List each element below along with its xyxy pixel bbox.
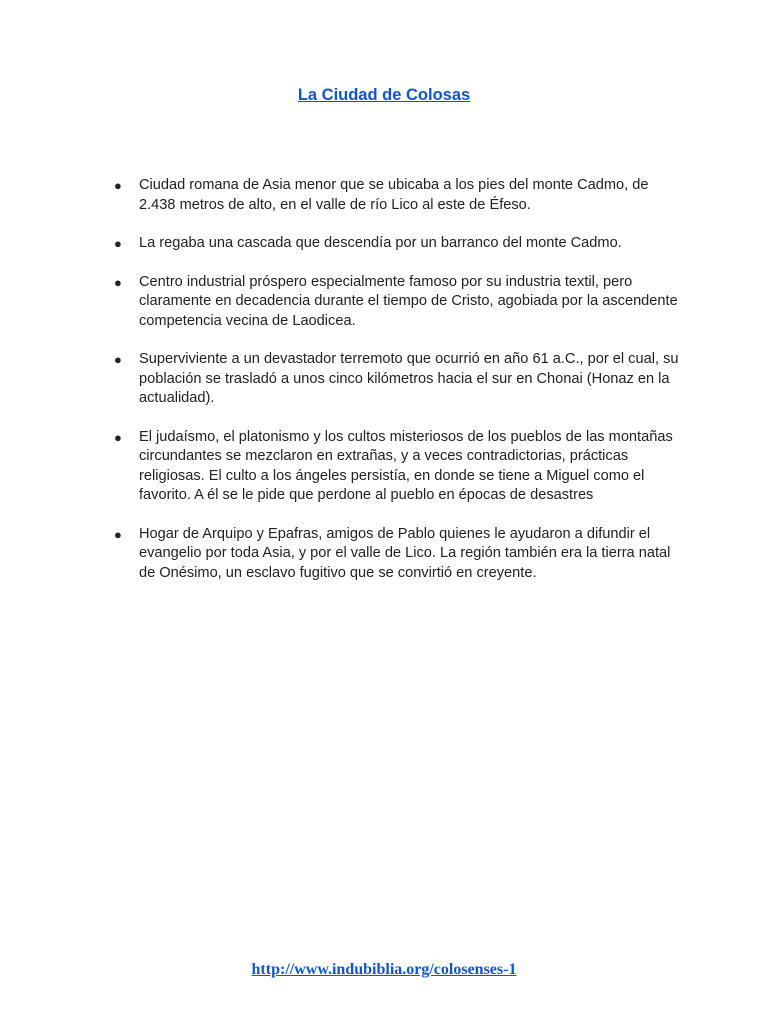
list-item bbox=[0, 273, 679, 332]
list-item bbox=[0, 234, 679, 254]
list-item bbox=[0, 176, 679, 215]
list-item-text: El judaísmo, el platonismo y los cultos misteriosos de los pueblos de las montañas circundantes se mezclaron en extrañas, y a veces contradictorias, prácticas religiosas. El culto a los ángeles persistía, en donde se tiene a Miguel como el favorito. A él se le pide que perdone al pueblo en épocas de desastres bbox=[139, 428, 673, 503]
bullet-icon: ● bbox=[114, 236, 122, 251]
list-item-text: Ciudad romana de Asia menor que se ubicaba a los pies del monte Cadmo, de 2.438 metros de alto, en el valle de río Lico al este de Éfeso. bbox=[139, 177, 649, 213]
list-item-text: Hogar de Arquipo y Epafras, amigos de Pablo quienes le ayudaron a difundir el evangelio por toda Asia, y por el valle de Lico. La región también era la tierra natal de Onésimo, un esclavo fugitivo que se convirtió en creyente. bbox=[139, 525, 671, 581]
bullet-icon: ● bbox=[114, 526, 122, 542]
bullet-icon: ● bbox=[114, 178, 122, 193]
list-item bbox=[0, 350, 679, 409]
list-item-text: Superviviente a un devastador terremoto que ocurrió en año 61 a.C., por el cual, su población se trasladó a unos cinco kilómetros hacia el sur en Chonai (Honaz en la actualidad). bbox=[139, 351, 679, 406]
bullet-icon: ● bbox=[114, 274, 122, 290]
page-title bbox=[0, 86, 768, 105]
bullet-list bbox=[0, 176, 768, 602]
source-link[interactable]: http://www.indubiblia.org/colosenses-1 bbox=[251, 961, 517, 978]
list-item bbox=[0, 428, 679, 506]
source-footer bbox=[0, 961, 768, 979]
list-item-text: Centro industrial próspero especialmente famoso por su industria textil, pero claramente en decadencia durante el tiempo de Cristo, agobiada por la ascendente competencia vecina de Laodicea. bbox=[139, 273, 678, 329]
bullet-icon: ● bbox=[114, 352, 122, 367]
bullet-icon: ● bbox=[114, 429, 122, 445]
title-link[interactable]: La Ciudad de Colosas bbox=[297, 86, 471, 104]
list-item-text: La regaba una cascada que descendía por un barranco del monte Cadmo. bbox=[139, 235, 622, 251]
list-item bbox=[0, 525, 679, 584]
